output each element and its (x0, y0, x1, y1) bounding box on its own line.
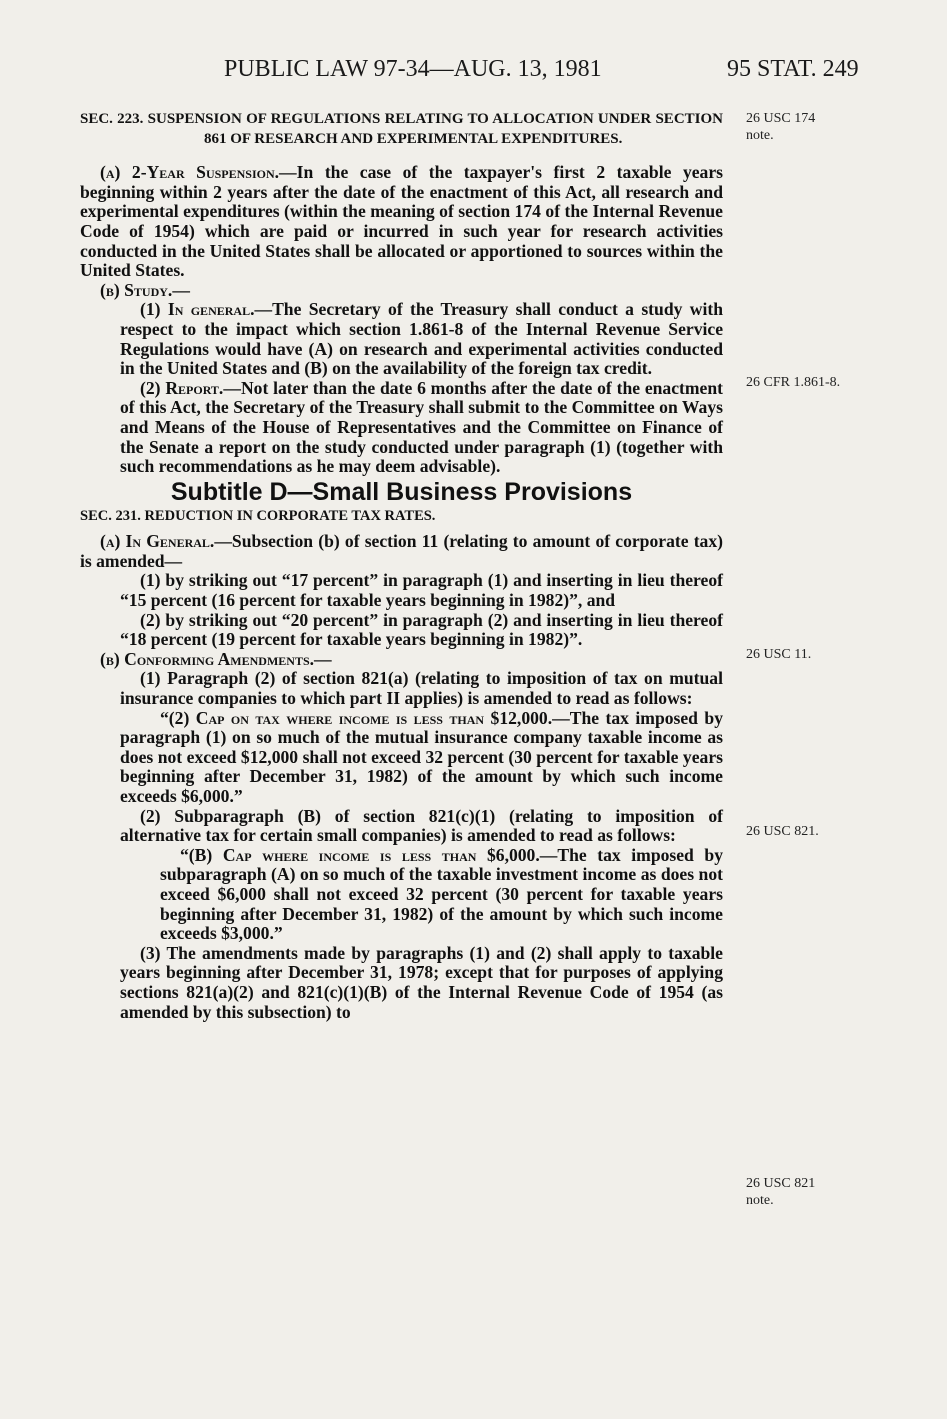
sec-231-heading: SEC. 231. REDUCTION IN CORPORATE TAX RATES. (80, 507, 436, 524)
sec-223-paragraph-2: (2) Report.—Not later than the date 6 months after the date of the enactment of this Act, the Secretary of the Treasury shall submit to the Committee on Ways and Means of the House of Representatives and the Committee on Finance of the Senate a report on the study conducted under paragraph (1) (together with such recommendations as he may deem advisable). (120, 377, 723, 477)
sec-223-subsection-a: (a) 2-Year Suspension.—In the case of the taxpayer's first 2 taxable years beginning within 2 years after the date of the enactment of this Act, all research and experimental expenditures (within the meaning of section 174 of the Internal Revenue Code of 1954) which are paid or incurred in such year for research activities conducted in the United States shall be allocated or apportioned to sources within the United States. (80, 162, 724, 281)
sec-231-subsection-b: (b) Conforming Amendments.— (100, 648, 332, 669)
sec-231-paragraph-b1: (1) Paragraph (2) of section 821(a) (relating to imposition of tax on mutual insurance companies to which part II applies) is amended to read as follows: (120, 668, 723, 709)
margin-note-26usc821-note: 26 USC 821 note. (746, 1176, 816, 1208)
margin-note-26usc11: 26 USC 11. (746, 647, 812, 662)
subtitle-heading: Subtitle D—Small Business Provisions (170, 477, 633, 506)
statute-body (80, 110, 723, 1022)
sec-231-subsection-a: (a) In General.—Subsection (b) of section 11 (relating to amount of corporate tax) is amended— (80, 531, 724, 571)
sec-231-paragraph-a2: (2) by striking out “20 percent” in paragraph (2) and inserting in lieu thereof “18 percent (19 percent for taxable years beginning in 1982)”. (120, 609, 723, 650)
sec-223-paragraph-1: (1) In general.—The Secretary of the Treasury shall conduct a study with respect to the impact which section 1.861-8 of the Internal Revenue Service Regulations would have (A) on research and experimental activities conducted in the United States and (B) on the availability of the foreign tax credit. (120, 299, 723, 379)
sec-231-paragraph-a1: (1) by striking out “17 percent” in paragraph (1) and inserting in lieu thereof “15 percent (16 percent for taxable years beginning in 1982)”, and (120, 570, 723, 611)
sec-231-paragraph-b3: (3) The amendments made by paragraphs (1) and (2) shall apply to taxable years beginning after December 31, 1978; except that for purposes of applying sections 821(a)(2) and 821(c)(1)(B) of the Internal Revenue Code of 1954 (as amended by this subsection) to (120, 942, 723, 1022)
quoted-subparagraph-b: “(B) Cap where income is less than $6,000.—The tax imposed by subparagraph (A) on so much of the taxable investment income as does not exceed $6,000 shall not exceed 32 percent (30 percent for taxable years beginning after December 31, 1982) of the amount by which such income exceeds $3,000.” (160, 844, 723, 944)
sec-231-paragraph-b2: (2) Subparagraph (B) of section 821(c)(1) (relating to imposition of alternative tax for certain small companies) is amended to read as follows: (120, 805, 723, 846)
sec-223-subsection-b: (b) Study.— (100, 279, 190, 300)
quoted-paragraph-2: “(2) Cap on tax where income is less than $12,000.—The tax imposed by paragraph (1) on so much of the mutual insurance company taxable income as does not exceed $12,000 shall not exceed 32 percent (30 percent for taxable years beginning after December 31, 1982) of the amount by which such income exceeds $6,000.” (120, 707, 723, 806)
margin-note-26usc821: 26 USC 821. (746, 824, 819, 839)
running-header-left: PUBLIC LAW 97-34—AUG. 13, 1981 (224, 56, 602, 82)
running-header-right: 95 STAT. 249 (727, 56, 859, 82)
margin-note-26usc174: 26 USC 174 note. (746, 111, 816, 143)
sec-223-heading: SEC. 223. SUSPENSION OF REGULATIONS RELATING TO ALLOCATION UNDER SECTION 861 OF RESEARCH AND EXPERIMENTAL EXPENDITURES. (80, 111, 723, 147)
margin-note-26cfr: 26 CFR 1.861-8. (746, 375, 841, 390)
